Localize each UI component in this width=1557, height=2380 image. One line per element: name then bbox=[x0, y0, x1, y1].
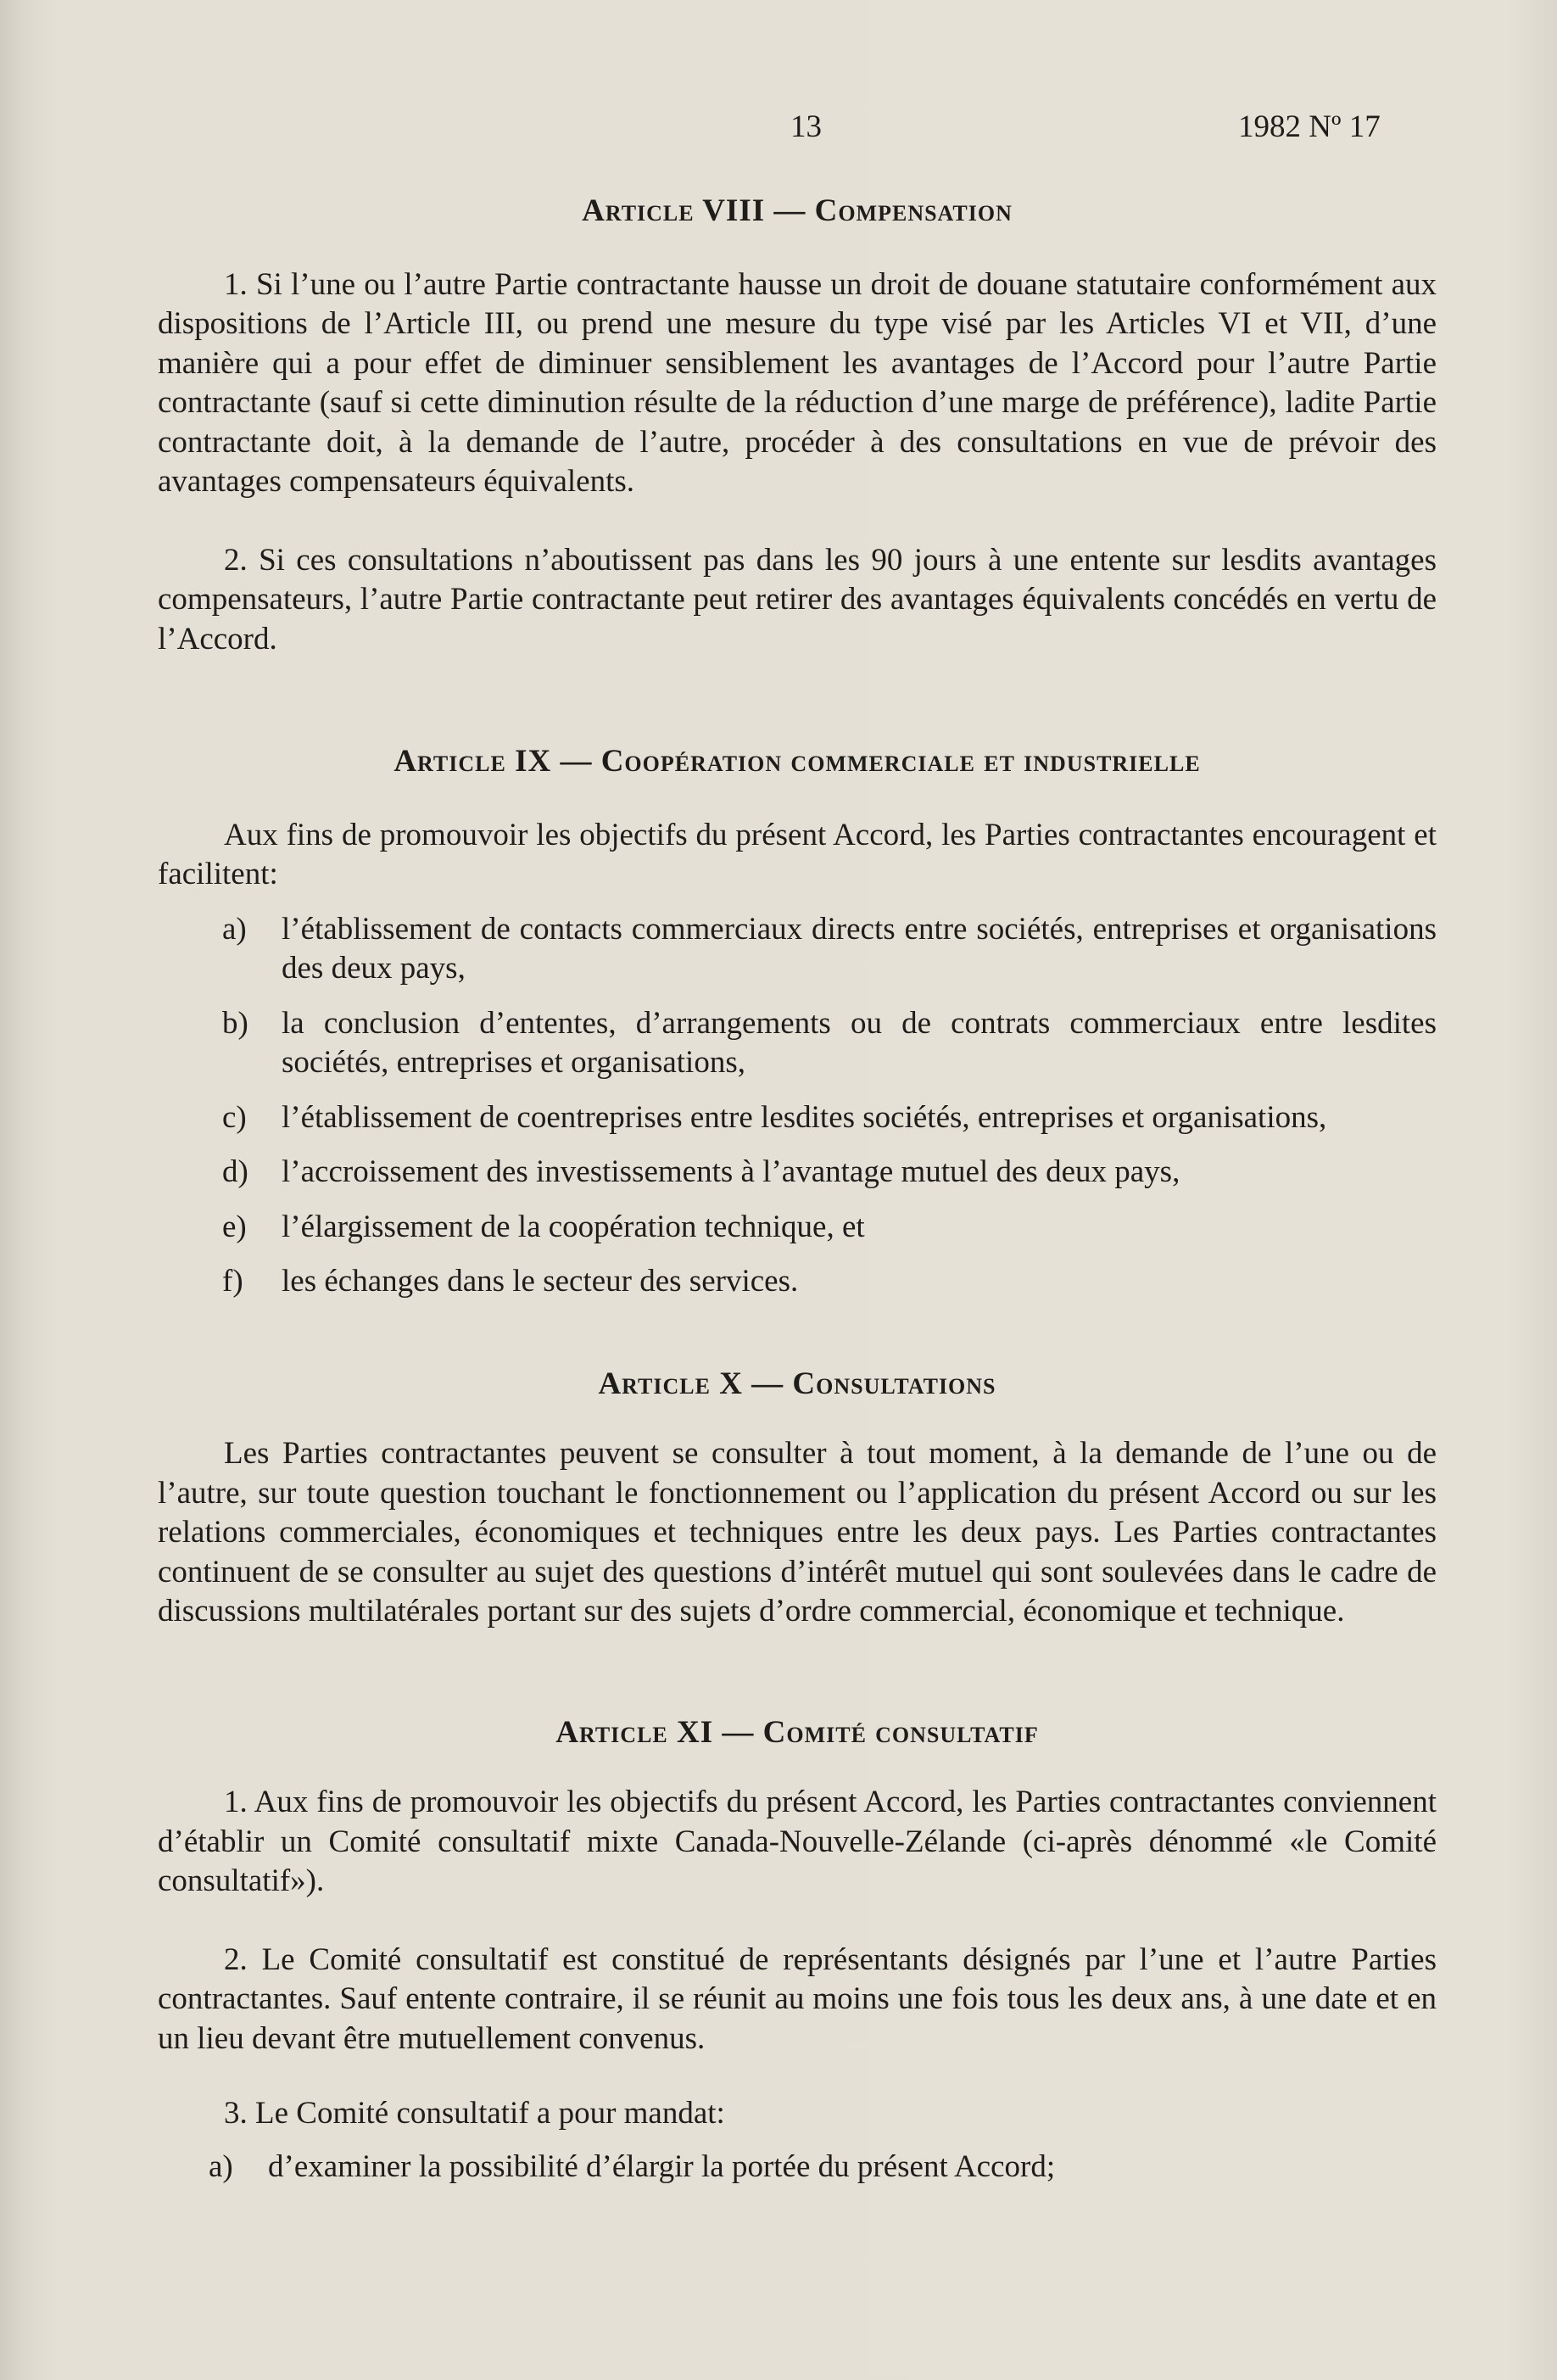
list-item-text: d’examiner la possibilité d’élargir la portée du présent Accord; bbox=[268, 2148, 1056, 2184]
article-8-title: Article VIII — Compensation bbox=[582, 193, 1013, 228]
list-item bbox=[158, 1098, 1437, 1138]
article-9-title: Article IX — Coopération commerciale et industrielle bbox=[393, 744, 1201, 779]
list-item-text: les échanges dans le secteur des services. bbox=[282, 1264, 799, 1299]
list-item-label: b) bbox=[222, 1005, 248, 1041]
list-item bbox=[158, 2148, 1437, 2187]
article-11-paragraph-3: 3. Le Comité consultatif a pour mandat: bbox=[224, 2096, 725, 2131]
article-9-intro: Aux fins de promouvoir les objectifs du présent Accord, les Parties contractantes encouragent et facilitent: bbox=[158, 817, 1437, 891]
list-item-text: l’établissement de coentreprises entre lesdites sociétés, entreprises et organisations, bbox=[282, 1099, 1327, 1135]
list-item-label: f) bbox=[222, 1264, 243, 1299]
list-item bbox=[158, 1208, 1437, 1248]
article-11-paragraph-1: 1. Aux fins de promouvoir les objectifs du présent Accord, les Parties contractantes conviennent d’établir un Comité consultatif mixte Canada-Nouvelle-Zélande (ci-après dénommé «le Comité consultatif»). bbox=[158, 1785, 1437, 1898]
document-body bbox=[158, 192, 1437, 2187]
list-item-text: l’établissement de contacts commerciaux directs entre sociétés, entreprises et organisations des deux pays, bbox=[282, 911, 1437, 986]
list-item-text: l’élargissement de la coopération technique, et bbox=[282, 1209, 865, 1244]
list-item-text: l’accroissement des investissements à l’avantage mutuel des deux pays, bbox=[282, 1154, 1180, 1189]
article-11-title: Article XI — Comité consultatif bbox=[555, 1714, 1039, 1750]
document-reference: 1982 Nº 17 bbox=[1238, 109, 1381, 144]
page-number: 13 bbox=[790, 109, 822, 144]
article-10-title: Article X — Consultations bbox=[598, 1366, 996, 1401]
list-item-text: la conclusion d’ententes, d’arrangements ou de contrats commerciaux entre lesdites sociétés, entreprises et organisations, bbox=[282, 1005, 1437, 1080]
list-item-label: a) bbox=[209, 2148, 233, 2184]
article-8-paragraph-1: 1. Si l’une ou l’autre Partie contractante hausse un droit de douane statutaire conformément aux dispositions de l’Article III, ou prend une mesure du type visé par les Articles VI et VII, d’une manière qui a pour effet de diminuer sensiblement les avantages de l’Accord pour l’autre Partie contractante (sauf si cette diminution résulte de la réduction d’une marge de préférence), ladite Partie contractante doit, à la demande de l’autre, procéder à des consultations en vue de prévoir des avantages compensateurs équivalents. bbox=[158, 266, 1437, 499]
list-item bbox=[158, 1153, 1437, 1193]
article-11-paragraph-2: 2. Le Comité consultatif est constitué de représentants désignés par l’une et l’autre Parties contractantes. Sauf entente contraire, il se réunit au moins une fois tous les deux ans, à une date et en un lieu devant être mutuellement convenus. bbox=[158, 1941, 1437, 2056]
list-item-label: a) bbox=[222, 911, 247, 947]
list-item bbox=[158, 910, 1437, 989]
list-item-label: e) bbox=[222, 1209, 247, 1244]
list-item-label: c) bbox=[222, 1099, 247, 1135]
list-item bbox=[158, 1004, 1437, 1083]
article-10-paragraph: Les Parties contractantes peuvent se consulter à tout moment, à la demande de l’une ou de l’autre, sur toute question touchant le fonctionnement ou l’application du présent Accord ou sur les relations commerciales, économiques et techniques entre les deux pays. Les Parties contractantes continuent de se consulter au sujet des questions d’intérêt mutuel qui sont soulevées dans le cadre de discussions multilatérales portant sur des sujets d’ordre commercial, économique et technique. bbox=[158, 1436, 1437, 1629]
list-item bbox=[158, 1262, 1437, 1302]
article-8-paragraph-2: 2. Si ces consultations n’aboutissent pas dans les 90 jours à une entente sur lesdits avantages compensateurs, l’autre Partie contractante peut retirer des avantages équivalents concédés en vertu de l’Accord. bbox=[158, 542, 1437, 656]
page-header bbox=[0, 109, 1557, 151]
list-item-label: d) bbox=[222, 1154, 248, 1189]
